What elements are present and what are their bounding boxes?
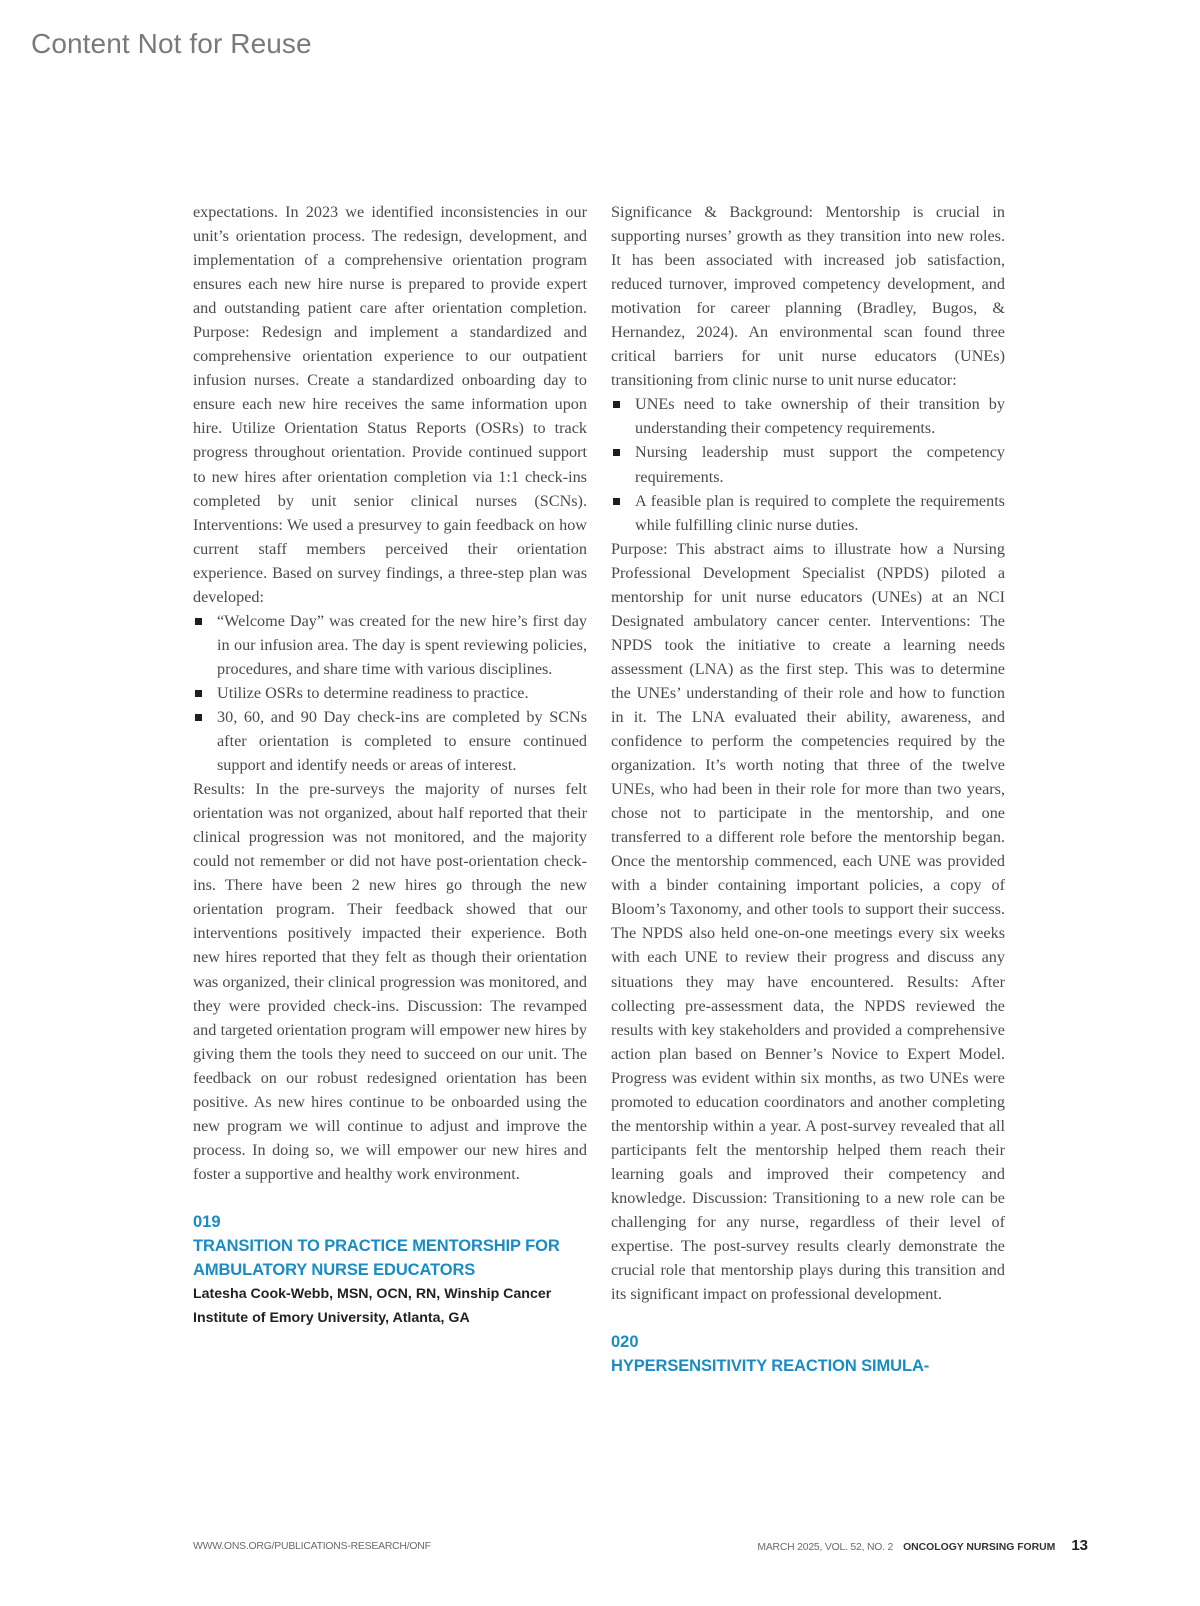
page-number: 13 <box>1071 1537 1088 1554</box>
bullet-list <box>611 392 1005 536</box>
list-item: “Welcome Day” was created for the new hire’s first day in our infusion area. The day is spent reviewing policies, procedures, and share time with various disciplines. <box>193 609 587 681</box>
body-paragraph: Significance & Background: Mentorship is crucial in supporting nurses’ growth as they transition into new roles. It has been associated with increased job satisfaction, reduced turnover, improved competency development, and motivation for career planning (Bradley, Bugos, & Hernandez, 2024). An environmental scan found three critical barriers for unit nurse educators (UNEs) transitioning from clinic nurse to unit nurse educator: <box>611 203 1005 390</box>
abstract-title: TRANSITION TO PRACTICE MENTORSHIP FOR AMBULATORY NURSE EDUCATORS <box>193 1236 560 1279</box>
abstract-title: HYPERSENSITIVITY REACTION SIMULA- <box>611 1357 930 1376</box>
square-bullet-icon <box>195 690 202 697</box>
body-paragraph: expectations. In 2023 we identified inconsistencies in our unit’s orientation process. The redesign, development, and implementation of a comprehensive orientation program ensures each new hire nurse is prepared to provide expert and outstanding patient care after orientation completion. Purpose: Redesign and implement a standardized and comprehensive orientation experience to our outpatient infusion nurses. Create a standardized onboarding day to ensure each new hire receives the same information upon hire. Utilize Orientation Status Reports (OSRs) to track progress throughout orientation. Provide continued support to new hires after orientation completion via 1:1 check-ins completed by unit senior clinical nurses (SCNs). Interventions: We used a presurvey to gain feedback on how current staff members perceived their orientation experience. Based on survey findings, a three-step plan was developed: <box>193 203 587 606</box>
watermark: Content Not for Reuse <box>31 28 312 59</box>
body-paragraph: Purpose: This abstract aims to illustrate how a Nursing Professional Development Specialist (NPDS) piloted a mentorship for unit nurse educators (UNEs) at an NCI Designated ambulatory cancer center. Interventions: The NPDS took the initiative to create a learning needs assessment (LNA) as the first step. This was to determine the UNEs’ understanding of their role and how to function in it. The LNA evaluated their ability, awareness, and confidence to perform the competencies required by the organization. It’s worth noting that three of the twelve UNEs, who had been in their role for more than two years, chose not to participate in the mentorship, and one transferred to a different role before the mentorship began. Once the mentorship commenced, each UNE was provided with a binder containing important policies, a copy of Bloom’s Taxonomy, and other tools to support their success. The NPDS also held one-on-one meetings every six weeks with each UNE to review their progress and discuss any situations they may have encountered. Results: After collecting pre-assessment data, the NPDS reviewed the results with key stakeholders and provided a comprehensive action plan based on Benner’s Novice to Expert Model. Progress was evident within six months, as two UNEs were promoted to education coordinators and another completing the mentorship within a year. A post-survey revealed that all participants felt the mentorship helped them reach their learning goals and improved their competency and knowledge. Discussion: Transitioning to a new role can be challenging for any nurse, regardless of their level of expertise. The post-survey results clearly demonstrate the crucial role that mentorship plays during this transition and its significant impact on professional development. <box>611 539 1005 1304</box>
list-item: UNEs need to take ownership of their transition by understanding their competency requirements. <box>611 392 1005 440</box>
square-bullet-icon <box>195 714 202 721</box>
abstract-number: 020 <box>611 1333 639 1352</box>
footer-issue: MARCH 2025, VOL. 52, NO. 2 <box>757 1542 894 1553</box>
square-bullet-icon <box>613 401 620 408</box>
bullet-list <box>193 609 587 777</box>
list-item: Nursing leadership must support the competency requirements. <box>611 440 1005 488</box>
footer-url: WWW.ONS.ORG/PUBLICATIONS-RESEARCH/ONF <box>193 1541 431 1552</box>
list-item: A feasible plan is required to complete the requirements while fulfilling clinic nurse duties. <box>611 489 1005 537</box>
square-bullet-icon <box>613 498 620 505</box>
footer-right <box>757 1537 1088 1554</box>
right-column <box>611 200 1005 1378</box>
left-column <box>193 200 587 1330</box>
list-item: Utilize OSRs to determine readiness to practice. <box>193 681 587 705</box>
square-bullet-icon <box>613 449 620 456</box>
list-item: 30, 60, and 90 Day check-ins are completed by SCNs after orientation is completed to ensure continued support and identify needs or areas of interest. <box>193 705 587 777</box>
body-paragraph: Results: In the pre-surveys the majority of nurses felt orientation was not organized, about half reported that their clinical progression was not monitored, and the majority could not remember or did not have post-orientation check-ins. There have been 2 new hires go through the new orientation program. Their feedback showed that our interventions positively impacted their experience. Both new hires reported that they felt as though their orientation was organized, their clinical progression was monitored, and they were provided check-ins. Discussion: The revamped and targeted orientation program will empower new hires by giving them the tools they need to succeed on our unit. The feedback on our robust redesigned orientation has been positive. As new hires continue to be onboarded using the new program we will continue to adjust and improve the process. In doing so, we will empower our new hires and foster a supportive and healthy work environment. <box>193 780 587 1183</box>
footer-journal-name: ONCOLOGY NURSING FORUM <box>903 1542 1056 1553</box>
abstract-number: 019 <box>193 1212 221 1231</box>
abstract-author: Latesha Cook-Webb, MSN, OCN, RN, Winship Cancer Institute of Emory University, Atlanta, GA <box>193 1285 552 1326</box>
square-bullet-icon <box>195 618 202 625</box>
